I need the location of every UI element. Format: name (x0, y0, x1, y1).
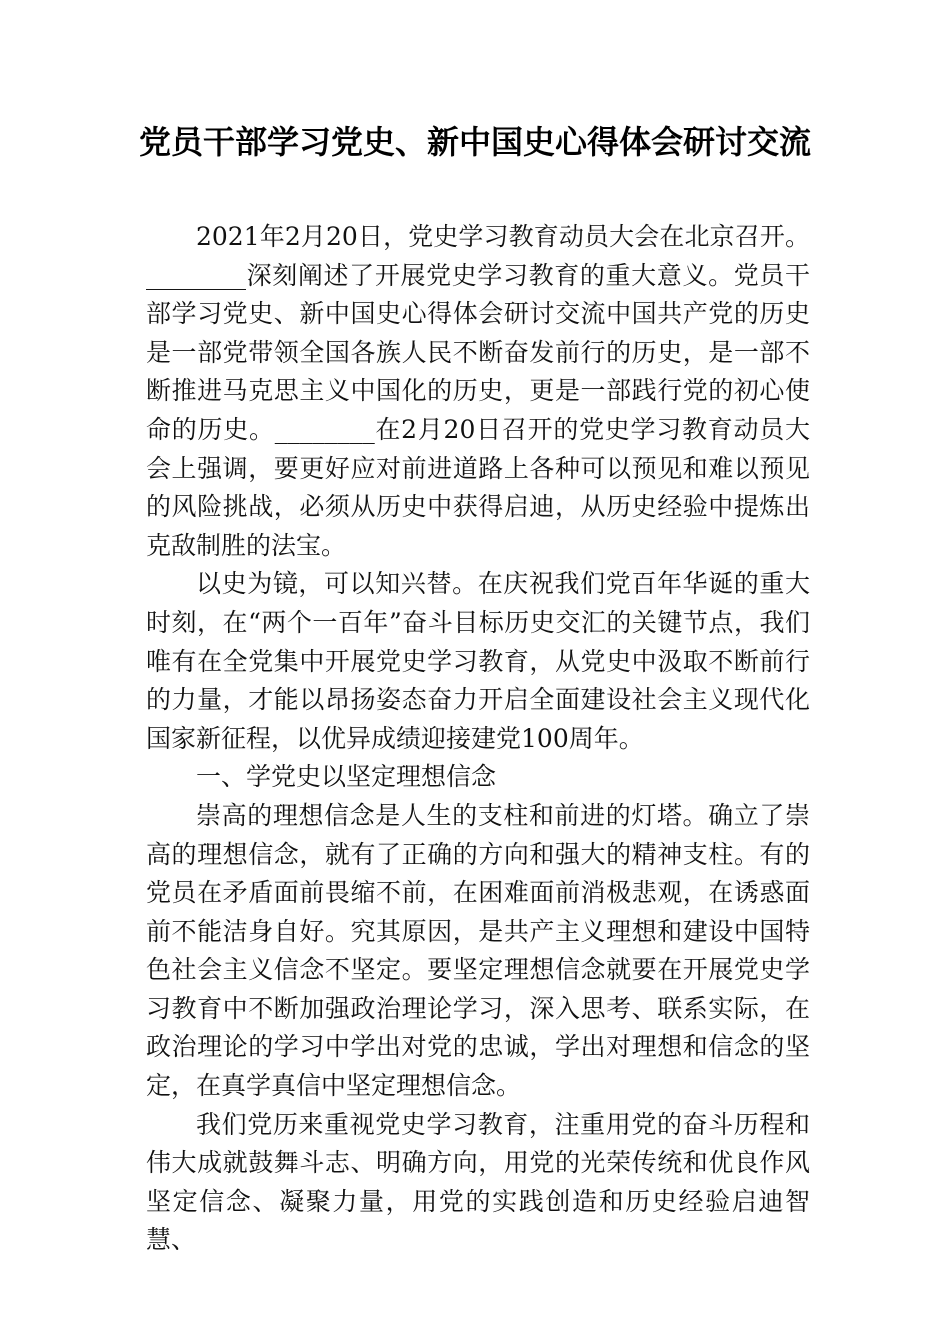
paragraph-intro: 2021年2月20日，党史学习教育动员大会在北京召开。________深刻阐述了开展党史学习教育的重大意义。党员干部学习党史、新中国史心得体会研讨交流中国共产党的历史是一部党带领全国各族人民不断奋发前行的历史，是一部不断推进马克思主义中国化的历史，更是一部践行党的初心使命的历史。________在2月20日召开的党史学习教育动员大会上强调，要更好应对前进道路上各种可以预见和难以预见的风险挑战，必须从历史中获得启迪，从历史经验中提炼出克敌制胜的法宝。 (146, 222, 810, 560)
document-body (146, 218, 810, 1260)
paragraph-ideals: 崇高的理想信念是人生的支柱和前进的灯塔。确立了崇高的理想信念，就有了正确的方向和强大的精神支柱。有的党员在矛盾面前畏缩不前，在困难面前消极悲观，在诱惑面前不能洁身自好。究其原因，是共产主义理想和建设中国特色社会主义信念不坚定。要坚定理想信念就要在开展党史学习教育中不断加强政治理论学习，深入思考、联系实际，在政治理论的学习中学出对党的忠诚，学出对理想和信念的坚定，在真学真信中坚定理想信念。 (146, 800, 810, 1101)
section-heading-1: 一、学党史以坚定理想信念 (196, 762, 497, 792)
document-title: 党员干部学习党史、新中国史心得体会研讨交流 (138, 123, 811, 161)
paragraph-tradition: 我们党历来重视党史学习教育，注重用党的奋斗历程和伟大成就鼓舞斗志、明确方向，用党的光荣传统和优良作风坚定信念、凝聚力量，用党的实践创造和历史经验启迪智慧、 (146, 1109, 810, 1255)
paragraph-history-mirror: 以史为镜，可以知兴替。在庆祝我们党百年华诞的重大时刻，在“两个一百年”奋斗目标历史交汇的关键节点，我们唯有在全党集中开展党史学习教育，从党史中汲取不断前行的力量，才能以昂扬姿态奋力开启全面建设社会主义现代化国家新征程，以优异成绩迎接建党100周年。 (146, 569, 810, 753)
